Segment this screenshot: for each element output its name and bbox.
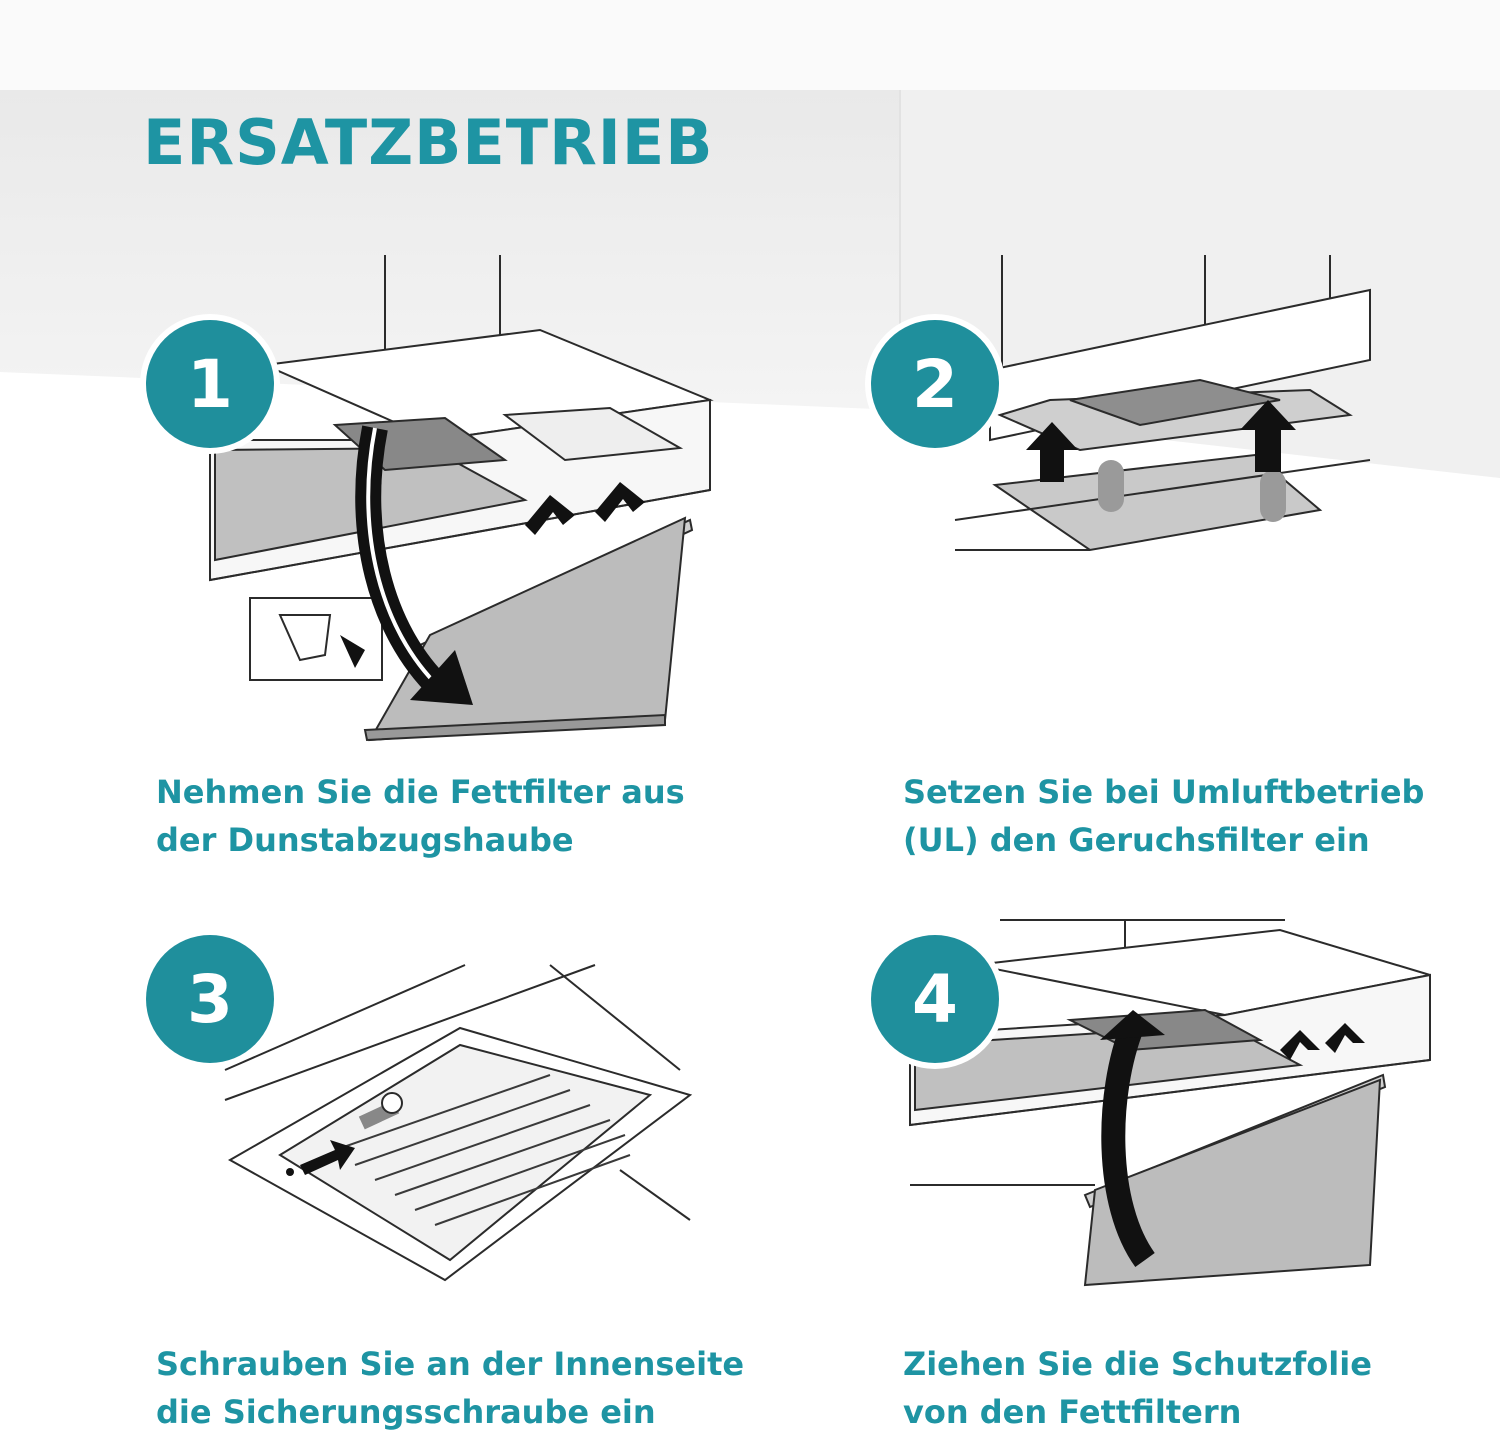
step-4-caption [903, 1340, 1372, 1436]
page-title: ERSATZBETRIEB [143, 106, 714, 179]
step-3-caption [156, 1340, 744, 1436]
step-3-number-badge: 3 [146, 935, 274, 1063]
step-2-number-badge: 2 [871, 320, 999, 448]
step-1-number-badge: 1 [146, 320, 274, 448]
step-2-caption-line-1: Setzen Sie bei Umluftbetrieb [903, 773, 1425, 811]
step-3-caption-line-2: die Sicherungsschraube ein [156, 1393, 656, 1431]
step-4-caption-line-2: von den Fettfiltern [903, 1393, 1242, 1431]
step-1-illustration [205, 250, 725, 750]
step-2-caption [903, 768, 1424, 864]
step-1-caption-line-1: Nehmen Sie die Fettfilter aus [156, 773, 685, 811]
step-2-caption-line-2: (UL) den Geruchsfilter ein [903, 821, 1370, 859]
step-2-illustration [950, 250, 1390, 580]
step-4-number-badge: 4 [871, 935, 999, 1063]
step-1-caption [156, 768, 685, 864]
step-1-caption-line-2: der Dunstabzugshaube [156, 821, 574, 859]
step-3-caption-line-1: Schrauben Sie an der Innenseite [156, 1345, 745, 1383]
step-3-illustration [220, 960, 710, 1320]
step-4-caption-line-1: Ziehen Sie die Schutzfolie [903, 1345, 1372, 1383]
